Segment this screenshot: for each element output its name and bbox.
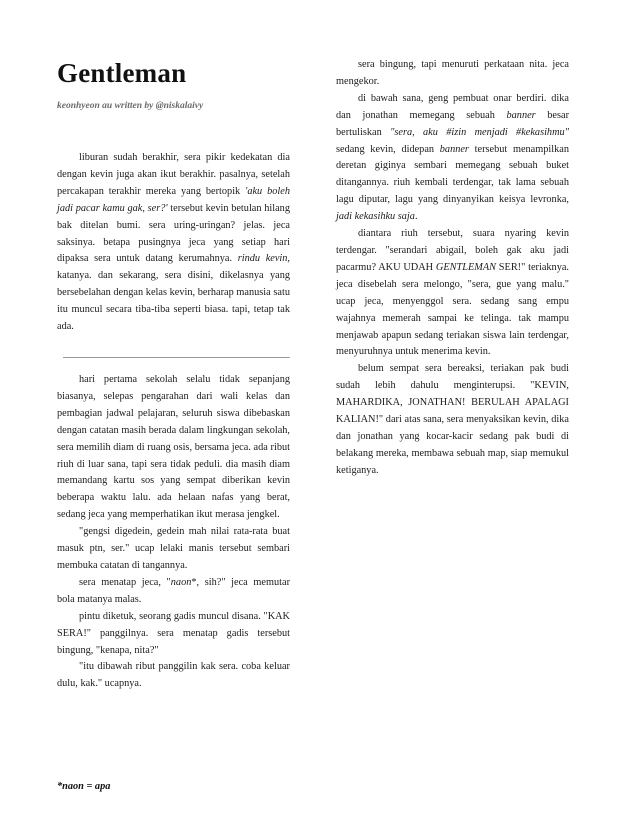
left-column-bottom	[57, 372, 290, 693]
text-run: .	[414, 211, 418, 223]
section-divider	[63, 357, 290, 358]
right-column	[336, 57, 569, 480]
italic-run: naon	[170, 576, 192, 588]
italic-run: 'aku boleh jadi pacar kamu gak, ser?'	[57, 185, 290, 214]
text-run: tersebut menampilkan deretan giginya sembari memegang sebuah buket ditangannya. riuh kembali terdengar, tak lama sebuah lagu diputar, lagu yang dinyanyikan keisya levronka,	[336, 143, 569, 206]
paragraph: "gengsi digedein, gedein mah nilai rata-rata buat masuk ptn, ser." ucap lelaki manis tersebut sembari membuka catatan di tangannya.	[57, 526, 290, 571]
text-run: diantara riuh tersebut, suara nyaring kevin terdengar. "serandari abigail, boleh gak aku jadi pacarmu? AKU UDAH	[336, 228, 569, 273]
paragraph	[57, 575, 290, 609]
left-column-top	[57, 150, 290, 336]
italic-run: banner	[506, 109, 536, 121]
italic-run: banner	[439, 143, 469, 155]
paragraph: pintu diketuk, seorang gadis muncul disana. "KAK SERA!" panggilnya. sera menatap gadis tersebut bingung, "kenapa, nita?"	[57, 610, 290, 656]
text-run: *, sih?" jeca memutar bola matanya malas.	[57, 576, 290, 605]
text-run: besar bertuliskan	[336, 109, 569, 138]
text-run: sedang kevin, didepan	[336, 143, 440, 155]
paragraph	[336, 226, 569, 361]
text-run: tersebut kevin betulan hilang bak ditelan bumi. sera uring-uringan? jelas. jeca saksinya. betapa pusingnya jeca yang setiap hari dipaksa sera untuk datang kerumahnya.	[57, 202, 290, 265]
footnote: *naon = apa	[57, 781, 111, 792]
paragraph: hari pertama sekolah selalu tidak sepanjang biasanya, selepas pengarahan dari wali kelas dan pembagian jadwal pelajaran, seluruh siswa dibebaskan dengan catatan masih berada dalam lingkungan sekolah, sera memilih diam di ruang osis, bersama jeca. ada ribut riuh di luar sana, tapi sera tidak peduli. dia masih diam memandang kartu sos yang sempat diberikan kevin beberapa waktu lalu. ada helaan nafas yang berat, sedang jeca yang memperhatikan ikut merasa jengkel.	[57, 374, 290, 521]
paragraph: "itu dibawah ribut panggilin kak sera. coba keluar dulu, kak." ucapnya.	[57, 661, 290, 690]
paragraph	[57, 150, 290, 336]
text-run: , katanya. dan sekarang, sera disini, dikelasnya yang bersebelahan dengan kelas kevin, berharap manusia satu itu muncul secara tiba-tiba seperti biasa. tapi, tetap tak ada.	[57, 253, 290, 333]
italic-run: rindu kevin	[237, 253, 288, 265]
story-title: Gentleman	[57, 58, 187, 88]
story-byline: keonhyeon au written by @niskalaivy	[57, 101, 204, 111]
italic-run: jadi kekasihku saja	[336, 211, 415, 223]
paragraph: belum sempat sera bereaksi, teriakan pak budi sudah lebih dahulu menginterupsi. "KEVIN, MAHARDIKA, JONATHAN! BERULAH APALAGI KALIAN!" dari atas sana, sera menyaksikan kevin, dika dan jonathan yang kocar-kacir sedang pak budi di belakang mereka, membawa sebuah map, siap memukul ketiganya.	[336, 363, 569, 476]
paragraph: sera bingung, tapi menuruti perkataan nita. jeca mengekor.	[336, 59, 569, 87]
text-run: libura‌n sudah berakhir, sera pikir kedekatan dia dengan kevin juga akan ikut berakhir. pasalnya, setelah percakapan terakhir mereka yang bertopik	[57, 152, 290, 197]
text-run: sera menatap jeca, "	[79, 576, 171, 588]
italic-run: GENTLEMAN	[435, 261, 496, 273]
text-run: di bawah sana, geng pembuat onar berdiri. dika dan jonathan memegang sebuah	[336, 92, 569, 121]
text-run: SER!" teriaknya. jeca disebelah sera melongo, "sera, gue yang malu." ucap jeca, menyenggol sera. sedang sang empu wajahnya memerah sampai ke telinga. tak mampu menjawab apapun sedang teriakan siswa lain terdengar, menyuruhnya untuk menerima kevin.	[336, 261, 570, 358]
italic-run: "sera, aku #izin menjadi #kekasihmu"	[390, 126, 569, 138]
paragraph	[336, 91, 569, 226]
